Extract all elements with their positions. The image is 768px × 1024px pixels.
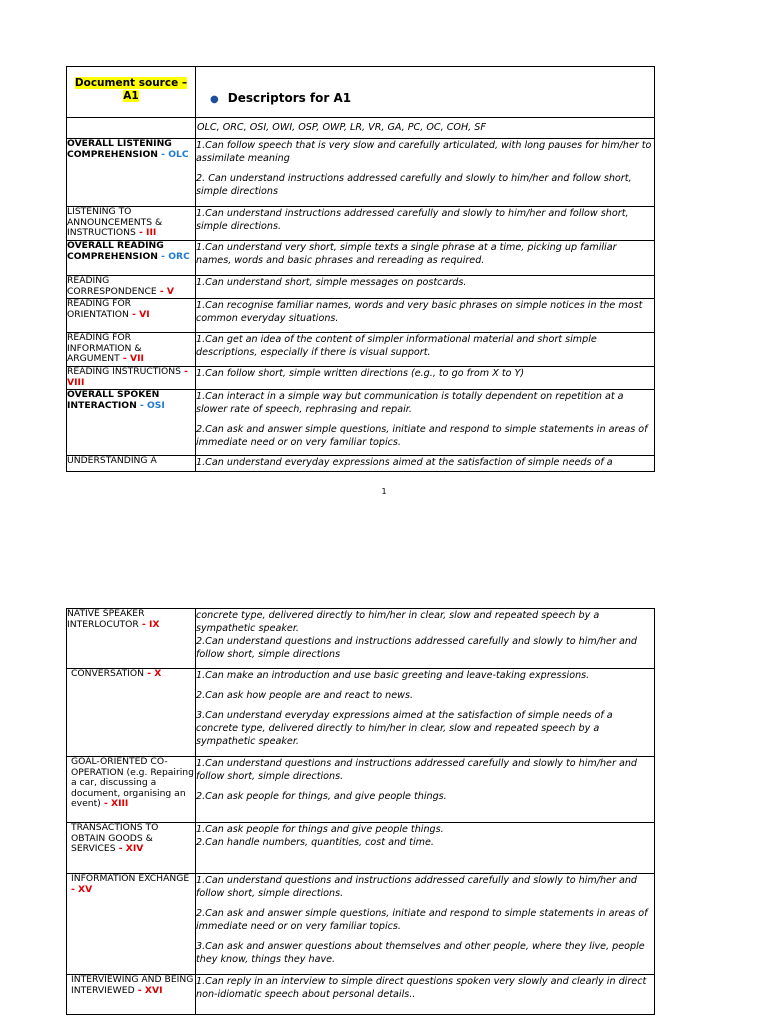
- descriptor-text-cell: [196, 823, 655, 874]
- descriptor-code: IX: [149, 618, 160, 630]
- descriptor-table-page1: [66, 66, 655, 472]
- descriptor-statement: 1.Can follow short, simple written directions (e.g., to go from X to Y): [196, 368, 525, 379]
- descriptor-row: [67, 874, 655, 975]
- code-separator: -: [136, 399, 147, 411]
- descriptor-statement: 1.Can understand questions and instructions addressed carefully and slowly to him/her and follow short, simple directions.: [196, 758, 638, 782]
- descriptor-text-cell: [196, 975, 655, 1015]
- descriptor-statement: 2.Can ask and answer simple questions, initiate and respond to simple statements in areas of immediate need or on very familiar topics.: [196, 908, 648, 932]
- descriptor-label: LISTENING TO ANNOUNCEMENTS & INSTRUCTIONS: [67, 206, 163, 239]
- descriptor-label: READING FOR INFORMATION & ARGUMENT: [67, 332, 142, 365]
- descriptor-statement: concrete type, delivered directly to him/her in clear, slow and repeated speech by a sympathetic speaker. 2.Can understand questions and instructions addressed carefully and slowly to him/her and follow short, simple directions: [196, 610, 638, 660]
- descriptor-code: ORC: [168, 250, 190, 262]
- code-separator: -: [135, 227, 147, 239]
- descriptor-label-cell: [67, 276, 196, 299]
- code-separator: -: [119, 353, 130, 365]
- table-header-row: [67, 67, 655, 118]
- descriptor-code: XV: [78, 883, 93, 895]
- descriptor-code: XVI: [144, 984, 163, 996]
- descriptor-code: XIII: [110, 798, 129, 810]
- descriptor-statement: 2.Can ask people for things, and give people things.: [196, 791, 447, 802]
- descriptor-label: CONVERSATION: [71, 668, 144, 679]
- bullet-icon: ●: [210, 94, 219, 105]
- descriptor-statement: 1.Can follow speech that is very slow and carefully articulated, with long pauses for him/her to assimilate meaning: [196, 140, 652, 164]
- descriptor-text-cell: [196, 333, 655, 367]
- descriptor-label: INFORMATION EXCHANGE: [71, 873, 190, 884]
- descriptor-label-cell: [67, 390, 196, 456]
- descriptor-text-cell: [196, 139, 655, 207]
- code-separator: -: [115, 843, 126, 855]
- descriptor-label: GOAL-ORIENTED CO-OPERATION (e.g. Repairing a car, discussing a document, organising an event): [71, 756, 194, 810]
- descriptor-table-page2: [66, 608, 655, 1015]
- descriptor-label-cell: [67, 207, 196, 241]
- descriptor-label-cell: [67, 299, 196, 333]
- descriptor-statement: 2.Can ask and answer simple questions, initiate and respond to simple statements in areas of immediate need or on very familiar topics.: [196, 424, 648, 448]
- descriptor-statement: 2. Can understand instructions addressed carefully and slowly to him/her and follow short, simple directions: [196, 173, 632, 197]
- descriptor-code: VIII: [67, 376, 85, 388]
- code-separator: -: [157, 250, 169, 262]
- descriptor-text-cell: [196, 757, 655, 823]
- descriptor-statement: 3.Can understand everyday expressions aimed at the satisfaction of simple needs of a concrete type, delivered directly to him/her in clear, slow and repeated speech by a sympathetic speaker.: [196, 710, 613, 747]
- descriptor-row: [67, 333, 655, 367]
- descriptor-text-cell: [196, 207, 655, 241]
- descriptor-statement: 3.Can ask and answer questions about themselves and other people, where they live, people they know, things they have.: [196, 941, 645, 965]
- code-separator: -: [128, 308, 140, 320]
- code-separator: -: [100, 798, 111, 810]
- descriptor-text-cell: [196, 669, 655, 757]
- code-separator: -: [71, 883, 79, 895]
- descriptor-label: READING INSTRUCTIONS: [67, 366, 181, 377]
- descriptor-label: INTERVIEWING AND BEING INTERVIEWED: [71, 974, 194, 996]
- descriptor-label-cell: [67, 241, 196, 276]
- descriptor-label: OVERALL READING COMPREHENSION: [67, 240, 164, 262]
- descriptor-text-cell: [196, 390, 655, 456]
- descriptor-row: [67, 669, 655, 757]
- descriptor-statement: 1.Can ask people for things and give people things. 2.Can handle numbers, quantities, cost and time.: [196, 824, 444, 848]
- codes-cell: OLC, ORC, OSI, OWI, OSP, OWP, LR, VR, GA, PC, OC, COH, SF: [196, 118, 655, 139]
- descriptor-code: X: [154, 668, 162, 679]
- descriptor-label: OVERALL LISTENING COMPREHENSION: [67, 138, 172, 160]
- descriptor-statement: 1.Can reply in an interview to simple direct questions spoken very slowly and clearly in direct non-idiomatic speech about personal details..: [196, 976, 647, 1000]
- descriptor-text-cell: [196, 874, 655, 975]
- descriptor-row: [67, 456, 655, 472]
- descriptor-label: READING FOR ORIENTATION: [67, 298, 132, 320]
- descriptor-text-cell: [196, 609, 655, 669]
- descriptor-label-cell: [67, 823, 196, 874]
- descriptor-statement: 1.Can recognise familiar names, words and very basic phrases on simple notices in the most common everyday situations.: [196, 300, 643, 324]
- descriptor-text-cell: [196, 241, 655, 276]
- descriptor-row: [67, 299, 655, 333]
- code-separator: -: [144, 668, 155, 679]
- descriptor-row: [67, 207, 655, 241]
- descriptor-label-cell: [67, 139, 196, 207]
- descriptor-statement: 1.Can understand everyday expressions aimed at the satisfaction of simple needs of a: [196, 457, 613, 468]
- descriptor-code: OLC: [168, 148, 189, 160]
- descriptor-statement: 1.Can get an idea of the content of simpler informational material and short simple descriptions, especially if there is visual support.: [196, 334, 597, 358]
- page-number: 1: [381, 487, 387, 496]
- descriptor-row: [67, 975, 655, 1015]
- descriptor-code: OSI: [146, 399, 165, 411]
- descriptor-row: [67, 757, 655, 823]
- descriptor-label-cell: [67, 456, 196, 472]
- descriptor-row: [67, 276, 655, 299]
- descriptor-code: VI: [139, 308, 150, 320]
- descriptor-label-cell: [67, 609, 196, 669]
- code-separator: -: [138, 618, 149, 630]
- descriptor-row: [67, 823, 655, 874]
- descriptor-row: [67, 241, 655, 276]
- descriptor-statement: 1.Can understand short, simple messages on postcards.: [196, 277, 467, 288]
- code-separator: -: [156, 285, 167, 297]
- document-source-cell: [67, 67, 196, 118]
- descriptor-code: VII: [129, 353, 144, 365]
- descriptor-text-cell: [196, 299, 655, 333]
- descriptor-statement: 1.Can understand very short, simple texts a single phrase at a time, picking up familiar names, words and basic phrases and rereading as required.: [196, 242, 617, 266]
- code-separator: -: [157, 148, 169, 160]
- descriptor-label-cell: [67, 975, 196, 1015]
- descriptor-label-cell: [67, 757, 196, 823]
- descriptors-title-cell: [196, 67, 655, 118]
- document-source-label: Document source – A1: [74, 77, 188, 102]
- descriptor-statement: 1.Can interact in a simple way but communication is totally dependent on repetition at a slower rate of speech, rephrasing and repair.: [196, 391, 624, 415]
- descriptor-label-cell: [67, 669, 196, 757]
- descriptor-statement: 1.Can understand questions and instructions addressed carefully and slowly to him/her and follow short, simple directions.: [196, 875, 638, 899]
- code-separator: -: [134, 984, 145, 996]
- descriptor-code: V: [166, 285, 175, 297]
- descriptor-code: III: [146, 227, 157, 239]
- descriptor-statement: 1.Can make an introduction and use basic greeting and leave-taking expressions.: [196, 670, 590, 681]
- descriptor-text-cell: [196, 276, 655, 299]
- descriptor-label: TRANSACTIONS TO OBTAIN GOODS & SERVICES: [71, 822, 159, 855]
- descriptor-label: NATIVE SPEAKER INTERLOCUTOR: [67, 608, 145, 630]
- codes-row: [67, 118, 655, 139]
- descriptor-label-cell: [67, 367, 196, 390]
- descriptor-label: READING CORRESPONDENCE: [67, 275, 157, 297]
- descriptor-statement: 1.Can understand instructions addressed carefully and slowly to him/her and follow short, simple directions.: [196, 208, 629, 232]
- descriptor-label-cell: [67, 333, 196, 367]
- descriptor-statement: 2.Can ask how people are and react to news.: [196, 690, 414, 701]
- descriptor-text-cell: [196, 456, 655, 472]
- descriptor-label: OVERALL SPOKEN INTERACTION: [67, 389, 160, 411]
- descriptor-label: UNDERSTANDING A: [67, 455, 157, 466]
- code-separator: -: [180, 366, 188, 377]
- descriptor-row: [67, 139, 655, 207]
- descriptor-text-cell: [196, 367, 655, 390]
- descriptor-label-cell: [67, 874, 196, 975]
- codes-empty-cell: [67, 118, 196, 139]
- descriptors-title: Descriptors for A1: [227, 91, 352, 105]
- descriptor-code: XIV: [125, 843, 144, 855]
- descriptor-row: [67, 609, 655, 669]
- descriptor-row: [67, 367, 655, 390]
- descriptor-row: [67, 390, 655, 456]
